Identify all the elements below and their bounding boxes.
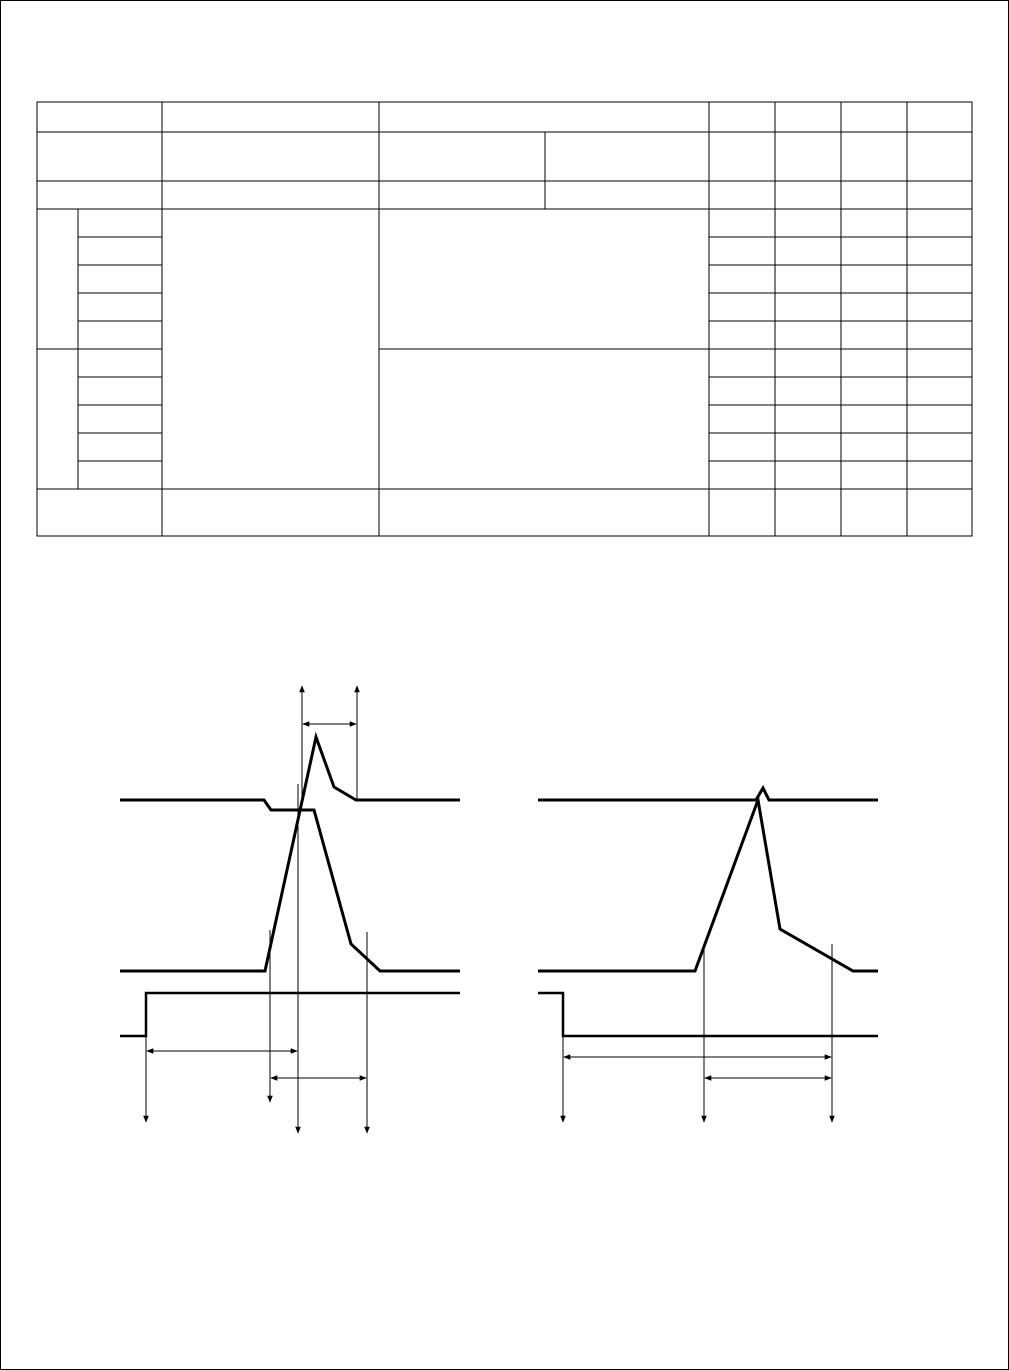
right-step-signal	[538, 993, 878, 1036]
left-crossing-waveform	[120, 737, 460, 971]
table-border	[37, 102, 972, 536]
left-timing-diagram	[120, 686, 460, 1133]
left-step-signal	[120, 993, 460, 1036]
right-upper-waveform	[538, 788, 878, 800]
spec-table	[37, 102, 972, 536]
right-timing-diagram	[538, 788, 878, 1122]
right-crossing-waveform	[538, 800, 878, 971]
left-upper-waveform	[120, 800, 460, 971]
